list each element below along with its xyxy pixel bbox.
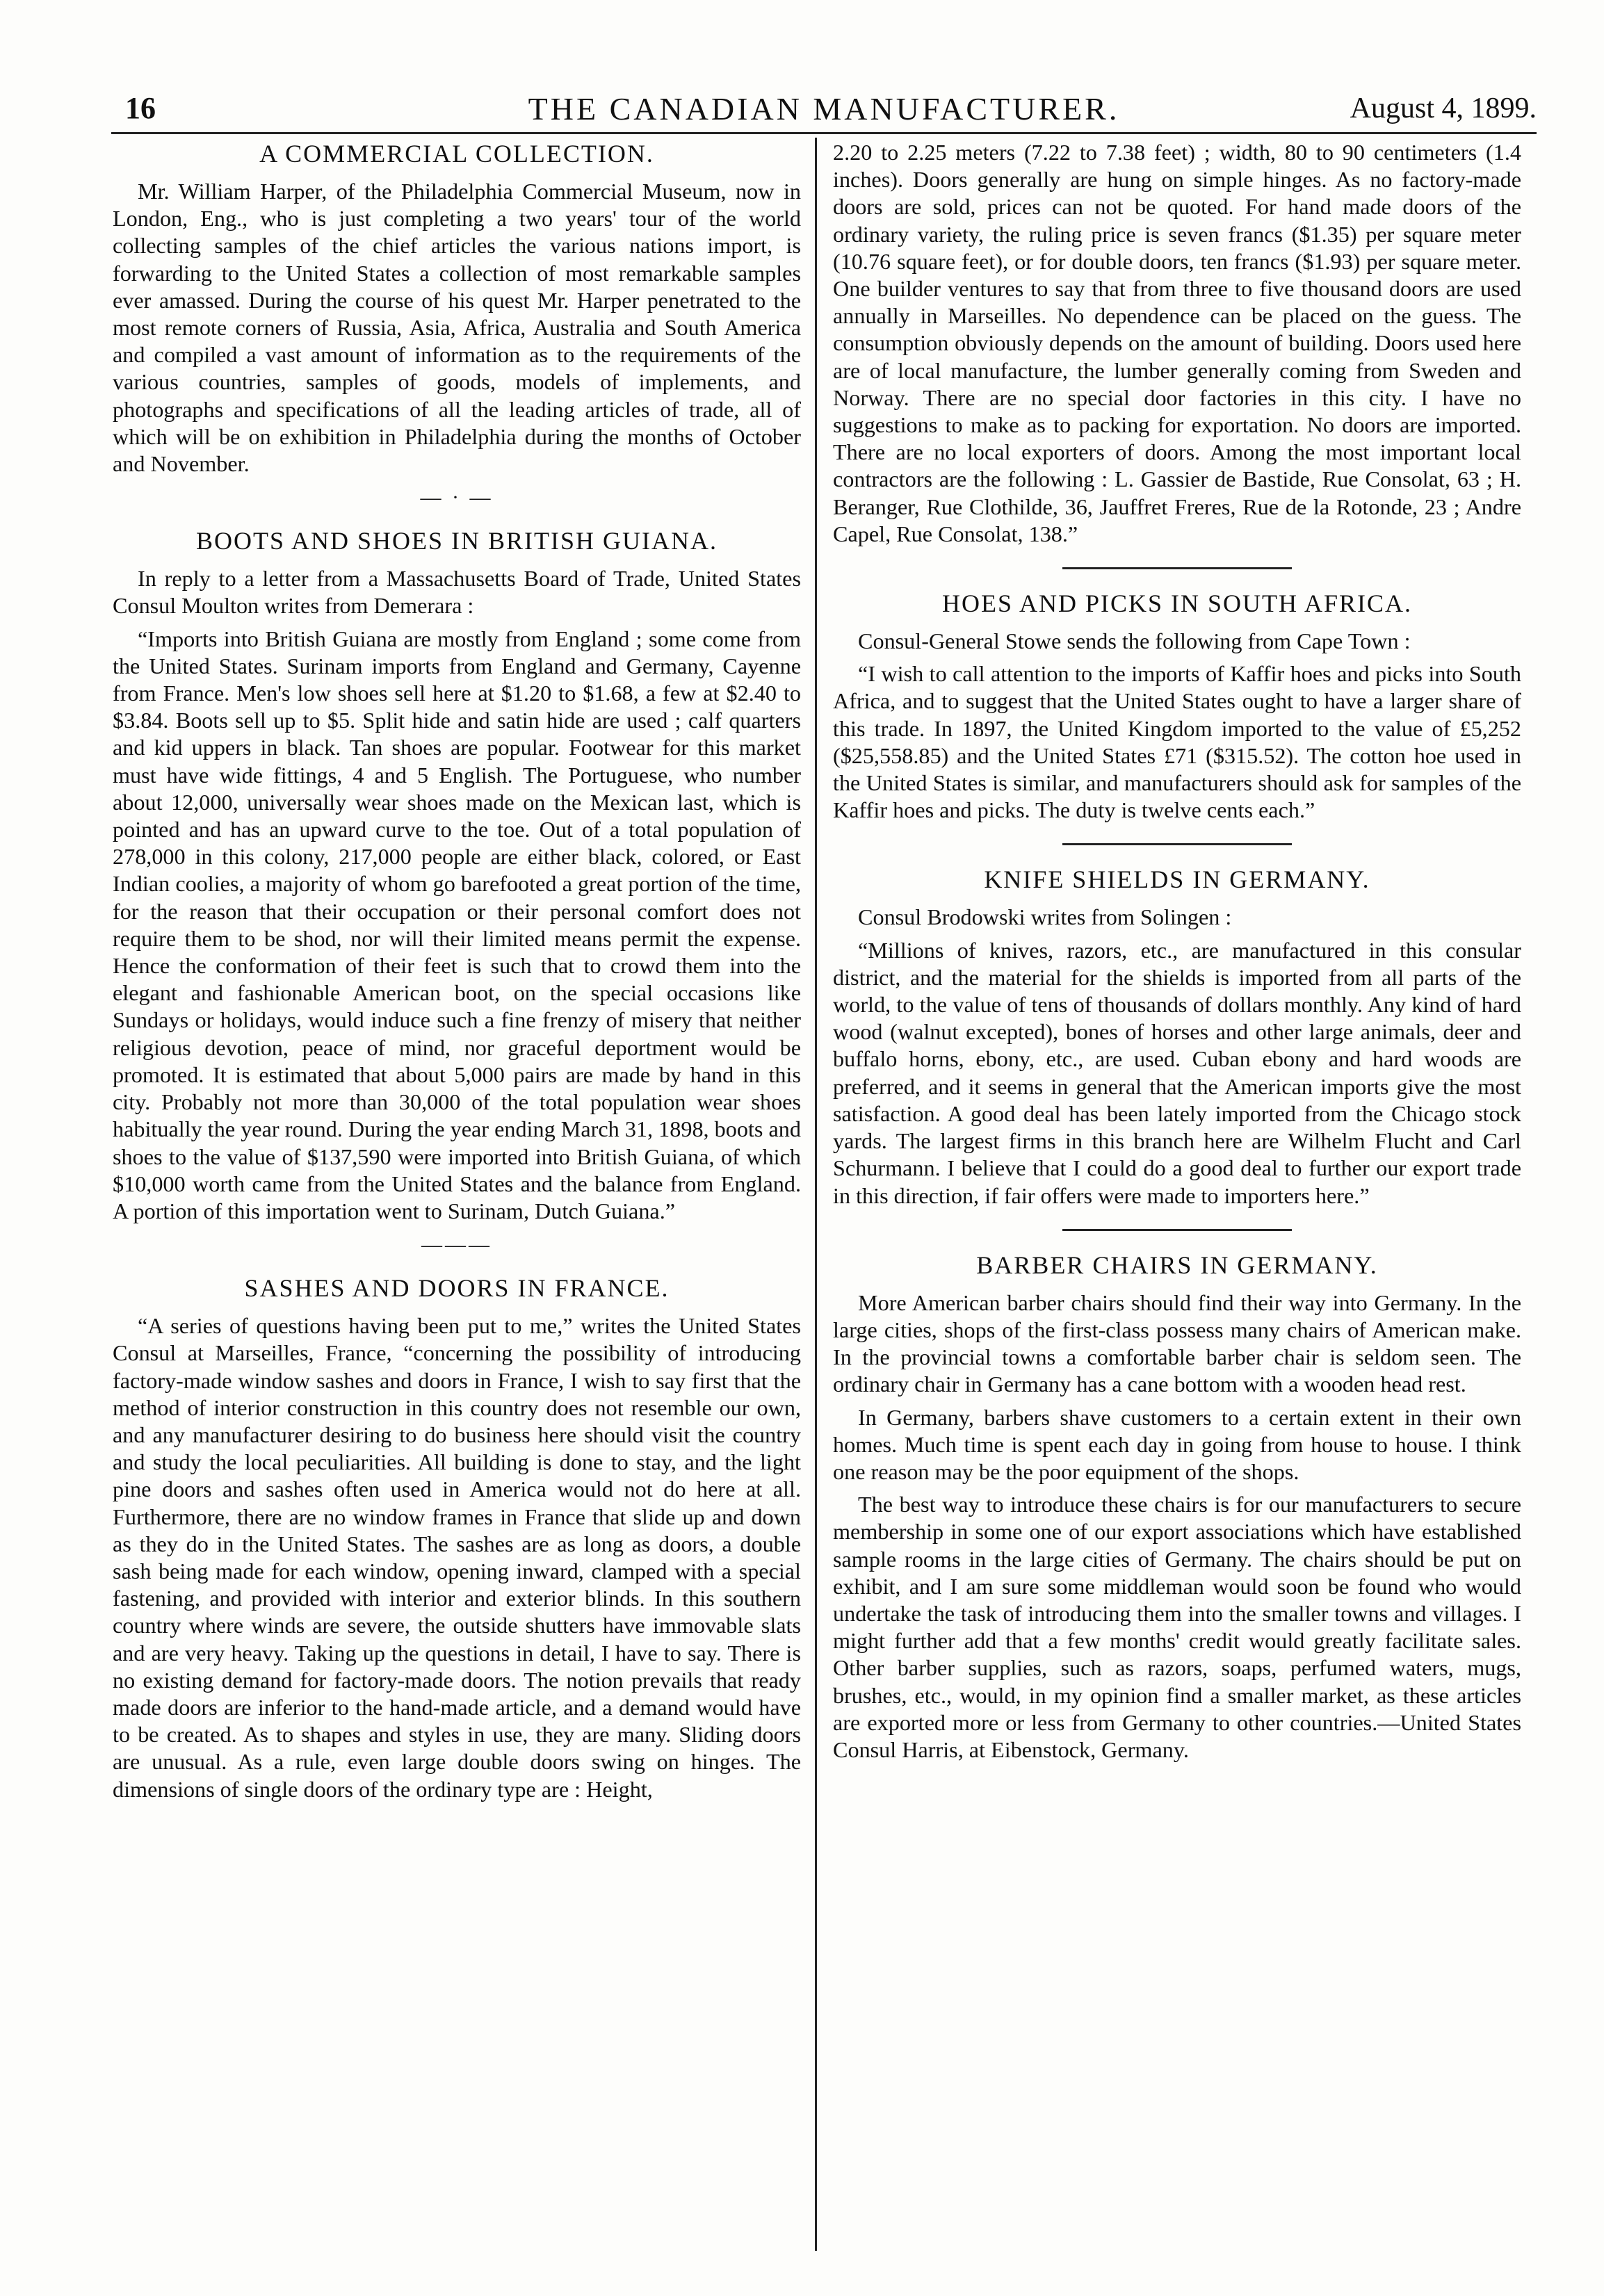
left-column xyxy=(113,139,801,1809)
article-title: BARBER CHAIRS IN GERMANY. xyxy=(976,1251,1378,1279)
issue-date: August 4, 1899. xyxy=(1350,92,1537,124)
article-barber-chairs xyxy=(833,1251,1521,1764)
section-separator: — · — xyxy=(420,486,494,510)
article-boots-and-shoes xyxy=(113,526,801,1225)
article-knife-shields xyxy=(833,865,1521,1209)
article-paragraph: Consul Brodowski writes from Solingen : xyxy=(858,904,1232,930)
article-sashes-and-doors-continued xyxy=(833,139,1521,548)
article-title: BOOTS AND SHOES IN BRITISH GUIANA. xyxy=(195,527,718,555)
right-column xyxy=(833,139,1521,1769)
article-title: A COMMERCIAL COLLECTION. xyxy=(259,140,654,168)
article-paragraph: In reply to a letter from a Massachusetts Board of Trade, United States Consul Moulton writes from Demerara : xyxy=(113,566,801,619)
article-paragraph: Consul-General Stowe sends the following from Cape Town : xyxy=(858,628,1411,654)
article-paragraph: 2.20 to 2.25 meters (7.22 to 7.38 feet) ; width, 80 to 90 centimeters (1.4 inches). Doors generally are hung on simple hinges. As no factory-made doors are sold, prices can not be quoted. For hand made doors of the ordinary variety, the ruling price is seven francs ($1.35) per square meter (10.76 square feet), or for double doors, ten francs ($1.93) per square meter. One builder ventures to say that from three to five thousand doors are used annually in Marseilles. No dependence can be placed on the guess. The consumption obviously depends on the amount of building. Doors used here are of local manufacture, the lumber generally coming from Sweden and Norway. There are no special door factories in this city. I have no suggestions to make as to packing for exportation. No doors are imported. There are no local exporters of doors. Among the most important local contractors are the following : L. Gassier de Bastide, Rue Consolat, 63 ; H. Beranger, Rue Clothilde, 36, Jauffret Freres, Rue de la Rotonde, 23 ; Andre Capel, Rue Consolat, 138.” xyxy=(833,140,1521,546)
article-paragraph: “I wish to call attention to the imports of Kaffir hoes and picks into South Africa, and to suggest that the United States ought to have a larger share of this trade. In 1897, the United Kingdom imported to the value of £5,252 ($25,558.85) and the United States £71 ($315.52). The cotton hoe used in the United States is similar, and manufacturers should ask for samples of the Kaffir hoes and picks. The duty is twelve cents each.” xyxy=(833,661,1521,823)
article-paragraph: More American barber chairs should find their way into Germany. In the large cities, shops of the first-class possess many chairs of American make. In the provincial towns a comfortable barber chair is seldom seen. The ordinary chair in Germany has a cane bottom with a wooden head rest. xyxy=(833,1289,1521,1397)
article-paragraph: The best way to introduce these chairs is for our manufacturers to secure membership in some one of our export associations which have established sample rooms in the large cities of Germany. The chairs should be put on exhibit, and I am sure some middleman would soon be found who would undertake the task of introducing them into the smaller towns and villages. I might further add that a few months' credit would greatly facilitate sales. Other barber supplies, such as razors, soaps, perfumed waters, mugs, brushes, etc., would, in my opinion find a smaller market, as these articles are exported more or less from Germany to other countries.—United States Consul Harris, at Eibenstock, Germany. xyxy=(833,1492,1521,1762)
article-paragraph: “Imports into British Guiana are mostly from England ; some come from the United States. Surinam imports from England and Germany, Cayenne from France. Men's low shoes sell here at $1.20 to $1.68, a few at $2.40 to $3.84. Boots sell up to $5. Split hide and satin hide are used ; calf quarters and kid uppers in black. Tan shoes are popular. Footwear for this market must have wide fittings, 4 and 5 English. The Portuguese, who number about 12,000, universally wear shoes made on the Mexican last, which is pointed and has an upward curve to the toe. Out of a total population of 278,000 in this colony, 217,000 people are either black, colored, or East Indian coolies, a majority of whom go barefooted a great portion of the time, for the reason that their occupation or their personal comfort does not require them to be shod, nor will their limited means permit the expense. Hence the conformation of their feet is such that to crowd them into the elegant and fashionable American boot, on the special occasions like Sundays or holidays, would induce such a fine frenzy of misery that neither religious devotion, peace of mind, nor graceful deportment would be promoted. It is estimated that about 5,000 pairs are made by hand in this city. Probably not more than 30,000 of the total population wear shoes habitually the year round. During the year ending March 31, 1898, boots and shoes to the value of $137,590 were imported into British Guiana, of which $10,000 worth came from the United States and the balance from England. A portion of this importation went to Surinam, Dutch Guiana.” xyxy=(113,626,801,1223)
section-rule xyxy=(1062,843,1292,845)
article-title: HOES AND PICKS IN SOUTH AFRICA. xyxy=(941,589,1413,618)
page-header xyxy=(111,82,1537,131)
column-divider xyxy=(815,138,817,2251)
article-paragraph: In Germany, barbers shave customers to a certain extent in their own homes. Much time is spent each day in going from house to house. I think one reason may be the poor equipment of the shops. xyxy=(833,1404,1521,1484)
article-commercial-collection xyxy=(113,139,801,478)
article-title: KNIFE SHIELDS IN GERMANY. xyxy=(984,865,1370,894)
publication-title: THE CANADIAN MANUFACTURER. xyxy=(528,91,1120,127)
section-rule xyxy=(1062,567,1292,569)
article-paragraph: “A series of questions having been put to me,” writes the United States Consul at Marseilles, France, “concerning the possibility of introducing factory-made window sashes and doors in France, I wish to say first that the method of interior construction in this country does not resemble our own, and any manufacturer desiring to do business here should visit the country and study the local peculiarities. All building is done to stay, and the light pine doors and sashes often used in America would not do here at all. Furthermore, there are no window frames in France that slide up and down as they do in the United States. The sashes are as long as doors, a double sash being made for each window, opening inward, clamped with a special fastening, and provided with interior and exterior blinds. In this southern country where winds are severe, the outside shutters have immovable slats and are very heavy. Taking up the questions in detail, I have to say. There is no existing demand for factory-made doors. The notion prevails that ready made doors are inferior to the hand-made article, and a demand would have to be created. As to shapes and styles in use, they are many. Sliding doors are unusual. As a rule, even large double doors swing on hinges. The dimensions of single doors of the ordinary type are : Height, xyxy=(113,1313,801,1802)
page-number: 16 xyxy=(125,91,156,125)
article-paragraph: “Millions of knives, razors, etc., are manufactured in this consular district, and the material for the shields is imported from all parts of the world, to the value of tens of thousands of dollars monthly. Any kind of hard wood (walnut excepted), bones of horses and other large animals, deer and buffalo horns, ebony, etc., are used. Cuban ebony and hard woods are preferred, and it seems in general that the American imports give the most satisfaction. A good deal has been lately imported from the Chicago stock yards. The largest firms in this branch here are Wilhelm Flucht and Carl Schurmann. I believe that I could do a good deal to further our export trade in this direction, if fair offers were made to importers here.” xyxy=(833,937,1521,1208)
article-hoes-and-picks xyxy=(833,589,1521,824)
article-paragraph: Mr. William Harper, of the Philadelphia Commercial Museum, now in London, Eng., who is just completing a two years' tour of the world collecting samples of the chief articles the various nations import, is forwarding to the United States a collection of most remarkable samples ever amassed. During the course of his quest Mr. Harper penetrated to the most remote corners of Russia, Asia, Africa, Australia and South America and compiled a vast amount of information as to the requirements of the various countries, samples of goods, models of implements, and photographs and specifications of all the leading articles of trade, all of which will be on exhibition in Philadelphia during the months of October and November. xyxy=(113,179,801,477)
section-separator: ——— xyxy=(421,1233,492,1257)
article-sashes-and-doors xyxy=(113,1273,801,1803)
header-rule xyxy=(111,132,1537,134)
section-rule xyxy=(1062,1229,1292,1231)
article-title: SASHES AND DOORS IN FRANCE. xyxy=(244,1274,670,1303)
